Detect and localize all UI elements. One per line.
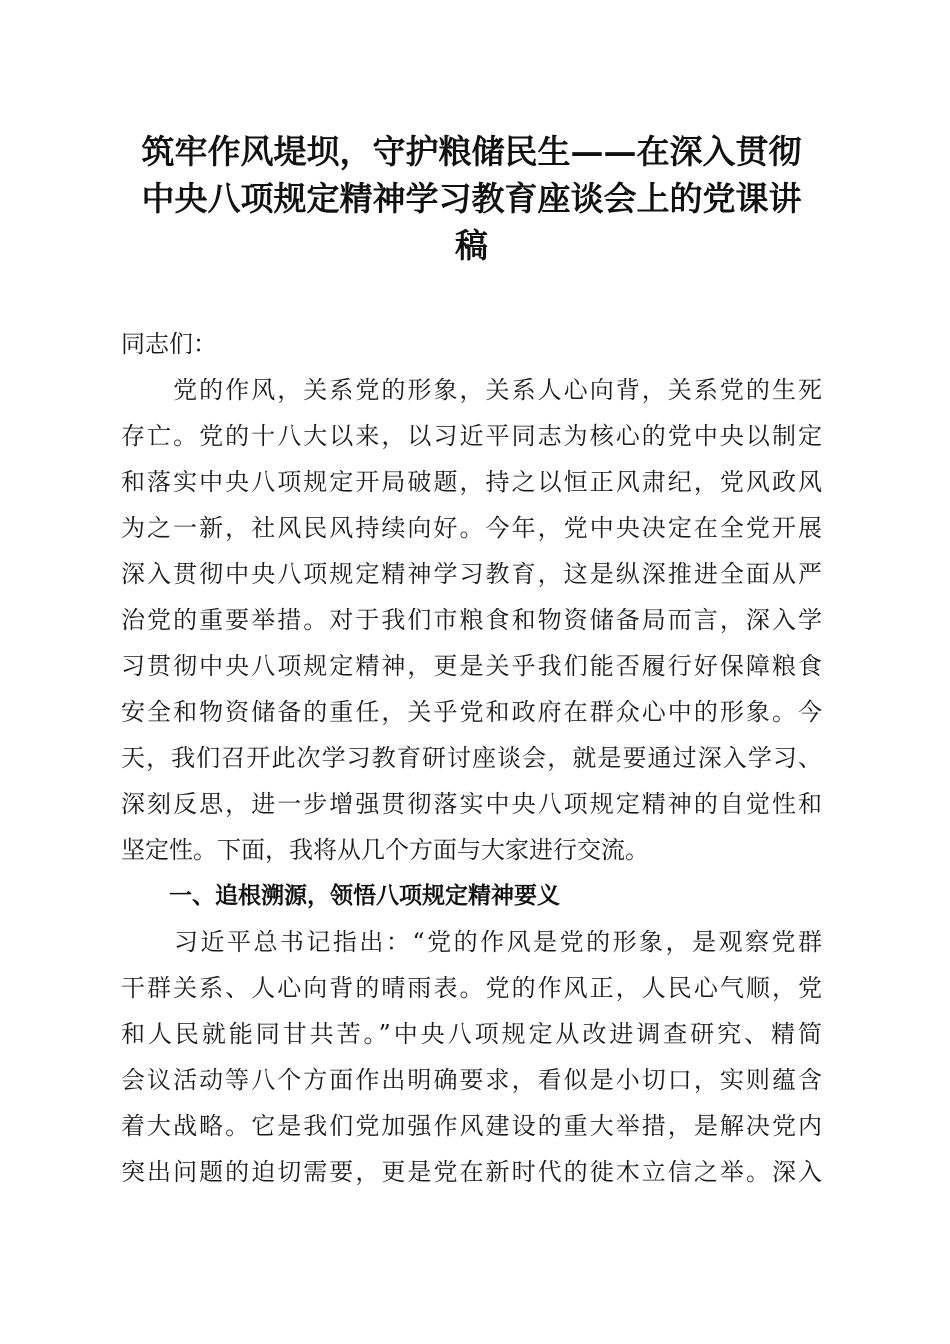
paragraph-section1 xyxy=(121,919,822,1195)
text-line: 习近平总书记指出：“党的作风是党的形象，是观察党群 xyxy=(121,928,822,956)
document-title xyxy=(121,128,822,269)
text-line: 党的作风，关系党的形象，关系人心向背，关系党的生死 xyxy=(121,376,822,404)
text-line: 习贯彻中央八项规定精神，更是关乎我们能否履行好保障粮食 xyxy=(121,652,822,680)
text-line: 安全和物资储备的重任，关乎党和政府在群众心中的形象。今 xyxy=(121,698,822,726)
title-line: 中央八项规定精神学习教育座谈会上的党课讲 xyxy=(141,179,802,218)
text-line: 深刻反思，进一步增强贯彻落实中央八项规定精神的自觉性和 xyxy=(121,790,822,818)
text-line: 着大战略。它是我们党加强作风建设的重大举措，是解决党内 xyxy=(121,1112,822,1140)
text-line: 干群关系、人心向背的晴雨表。党的作风正，人民心气顺，党 xyxy=(121,974,822,1002)
text-line: 天，我们召开此次学习教育研讨座谈会，就是要通过深入学习、 xyxy=(121,744,822,772)
salutation: 同志们： xyxy=(121,330,217,358)
text-line: 和落实中央八项规定开局破题，持之以恒正风肃纪，党风政风 xyxy=(121,468,822,496)
title-line: 稿 xyxy=(455,226,488,265)
title-line: 筑牢作风堤坝，守护粮储民生——在深入贯彻 xyxy=(141,132,802,171)
paragraph-intro xyxy=(121,367,822,873)
text-line: 治党的重要举措。对于我们市粮食和物资储备局而言，深入学 xyxy=(121,606,822,634)
section-heading-1: 一、追根溯源，领悟八项规定精神要义 xyxy=(169,883,560,909)
text-line: 和人民就能同甘共苦。”中央八项规定从改进调查研究、精简 xyxy=(121,1020,822,1048)
text-line: 深入贯彻中央八项规定精神学习教育，这是纵深推进全面从严 xyxy=(121,560,822,588)
text-line: 会议活动等八个方面作出明确要求，看似是小切口，实则蕴含 xyxy=(121,1066,822,1094)
text-line: 突出问题的迫切需要，更是党在新时代的徙木立信之举。深入 xyxy=(121,1158,822,1186)
text-line: 存亡。党的十八大以来，以习近平同志为核心的党中央以制定 xyxy=(121,422,822,450)
text-line: 坚定性。下面，我将从几个方面与大家进行交流。 xyxy=(121,836,649,864)
text-line: 为之一新，社风民风持续向好。今年，党中央决定在全党开展 xyxy=(121,514,822,542)
